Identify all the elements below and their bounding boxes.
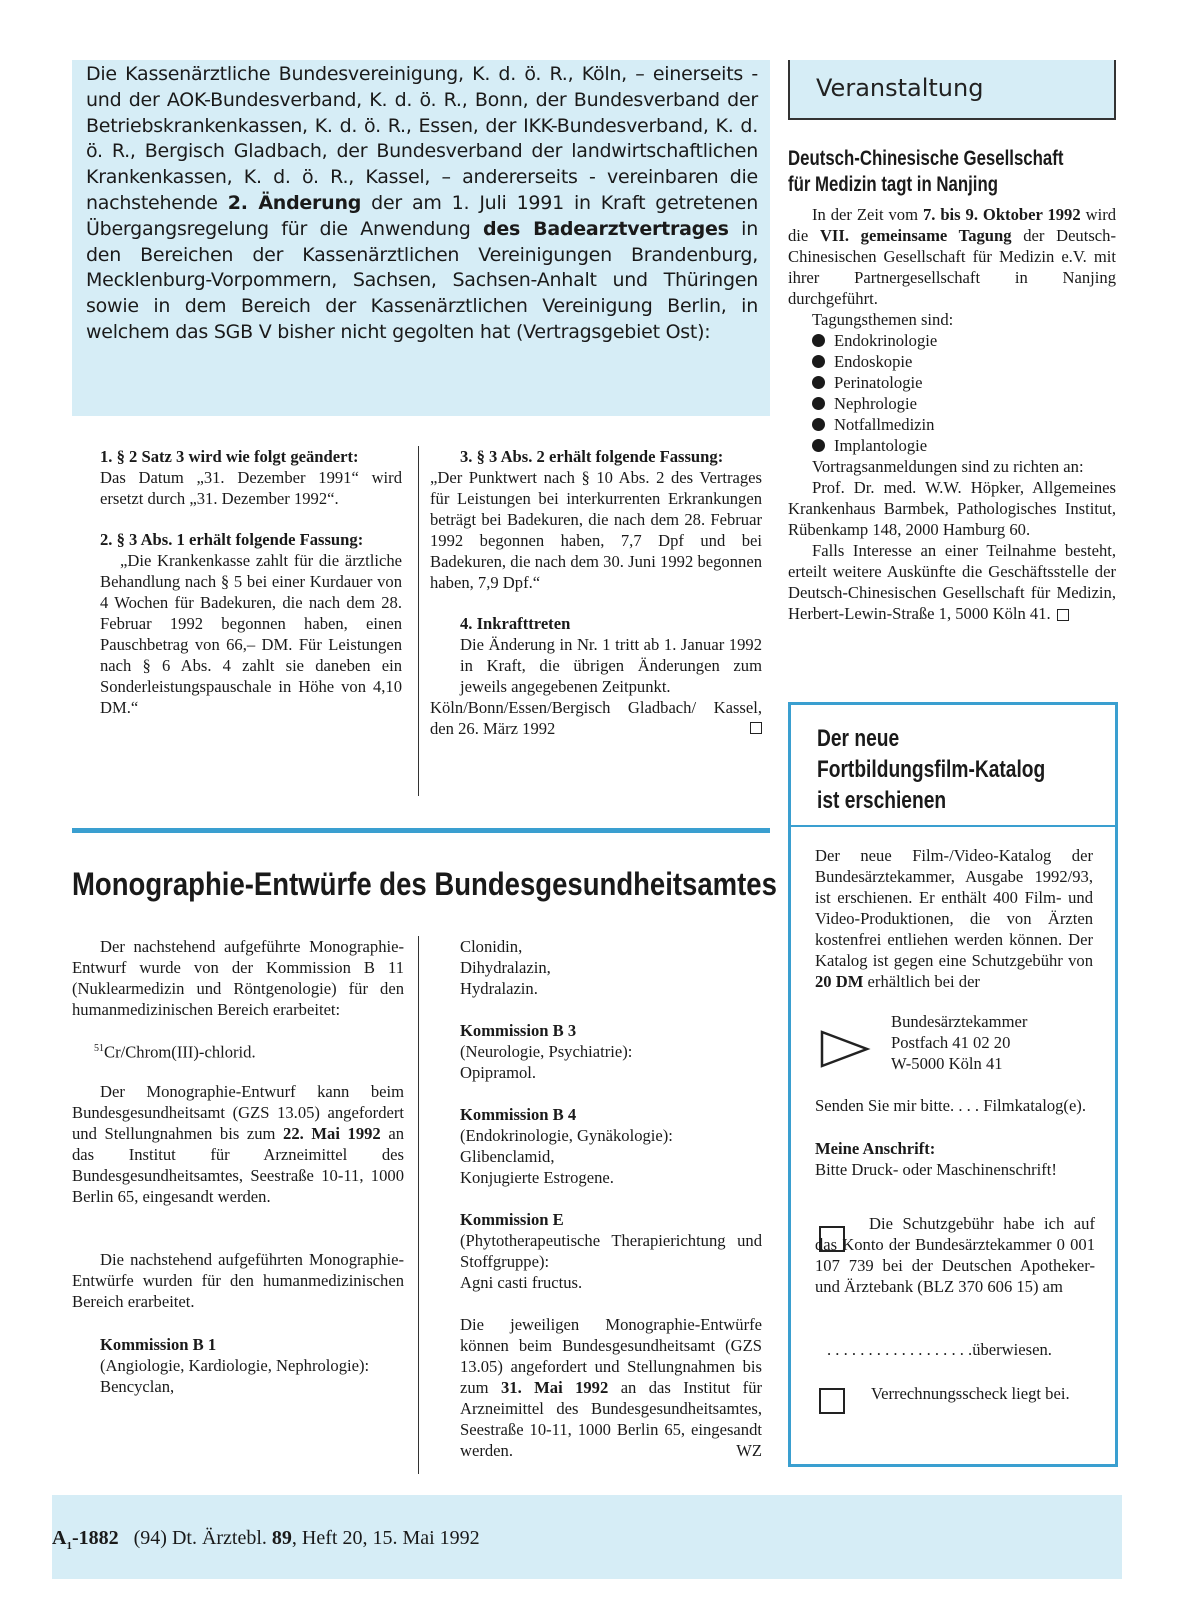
intro-text: Die Kassenärztliche Bundesvereinigung, K. d. ö. R., Köln, – einerseits - und der AOK-Bundesverband, K. d. ö. R., Bonn, der Bundesverband der Betriebskrankenkassen, K. d. ö. R., Essen, der IKK-Bundesverband, K. d. ö. R., Bergisch Gladbach, der Bundesverband der landwirtschaftlichen Krankenkassen, K. d. ö. R., Kassel, – andererseits - vereinbaren die nachstehende 2. Änderung der am 1. Juli 1991 in Kraft getretenen Übergangsregelung für die Anwendung des Badearztvertrages in den Bereichen der Kassenärztlichen Vereinigungen Brandenburg, Mecklenburg-Vorpommern, Sachsen, Sachsen-Anhalt und Thüringen sowie in dem Bereich der Kassenärztlichen Vereinigung Berlin, in welchem das SGB V bisher nicht gegolten hat (Vertragsgebiet Ost): — [86, 63, 759, 343]
mono-chrom: $^{51}$Cr/Chrom(III)-chlorid. — [94, 1042, 256, 1062]
veranstaltung-body — [788, 204, 1116, 624]
topic-item: Endoskopie — [788, 351, 1116, 372]
topics-label: Tagungsthemen sind: — [812, 310, 954, 329]
section-2-heading: 2. § 3 Abs. 1 erhält folgende Fassung: — [100, 530, 364, 549]
kommission-b3-item: Opipramol. — [460, 1063, 537, 1082]
amendments-col-left — [72, 446, 402, 718]
cheque-checkbox[interactable] — [819, 1388, 845, 1414]
mono-col-left — [72, 936, 404, 1397]
intro-box — [72, 60, 770, 416]
section-4-body: Die Änderung in Nr. 1 tritt ab 1. Januar 1992 in Kraft, die übrigen Änderungen zum jeweils angegebenen Zeitpunkt. — [460, 635, 762, 696]
column-divider — [418, 446, 419, 796]
signature-line: Köln/Bonn/Essen/Bergisch Gladbach/ Kassel, den 26. März 1992 — [430, 698, 762, 738]
kommission-b1-item: Hydralazin. — [460, 979, 538, 998]
end-mark-icon — [750, 722, 762, 734]
section-separator — [72, 828, 770, 833]
kommission-b1-item: Bencyclan, — [100, 1376, 175, 1396]
mono-p3: Die nachstehend aufgeführten Monographie-Entwürfe wurden für den humanmedizinischen Bereich erarbeitet. — [72, 1249, 404, 1311]
kommission-e-heading: Kommission E — [460, 1210, 564, 1229]
kommission-b1-sub: (Angiologie, Kardiologie, Nephrologie): — [100, 1355, 370, 1375]
order-text — [815, 1095, 1095, 1180]
mono-p4: Die jeweiligen Monographie-Entwürfe können beim Bundesgesundheitsamt (GZS 13.05) angefordert und Stellungnahmen bis zum 31. Mai 1992 an das Institut für Arzneimittel des Bundesgesundheitsamtes, Seestraße 10-11, 1000 Berlin 65, eingesandt werden. — [460, 1315, 763, 1460]
veranstaltung-p3: Prof. Dr. med. W.W. Höpker, Allgemeines Krankenhaus Barmbek, Pathologisches Institut, Rübenkamp 148, 2000 Hamburg 60. — [788, 478, 1116, 539]
bank-transfer-text: Die Schutzgebühr habe ich auf das Konto der Bundesärztekammer 0 001 107 739 bei der Deutschen Apotheker- und Ärztebank (BLZ 370 606 15) am — [815, 1214, 1095, 1296]
kommission-e-sub: (Phytotherapeutische Therapierichtung und Stoffgruppe): — [460, 1231, 762, 1271]
arrow-right-icon — [819, 1029, 871, 1069]
veranstaltung-p2: Vortragsanmeldungen sind zu richten an: — [812, 457, 1084, 476]
author-initials: WZ — [736, 1441, 762, 1460]
veranstaltung-article — [788, 146, 1116, 624]
veranstaltung-title: Deutsch-Chinesische Gesellschaft für Medizin tagt in Nanjing — [788, 147, 1064, 196]
column-divider-2 — [418, 936, 419, 1474]
kommission-b4-sub: (Endokrinologie, Gynäkologie): — [460, 1126, 673, 1145]
kommission-b3-heading: Kommission B 3 — [460, 1021, 577, 1040]
topics-list — [788, 330, 1116, 456]
kommission-b3-sub: (Neurologie, Psychiatrie): — [460, 1042, 633, 1061]
katalog-divider — [791, 825, 1115, 827]
kommission-b1-item: Clonidin, — [460, 937, 523, 956]
section-3-heading: 3. § 3 Abs. 2 erhält folgende Fassung: — [460, 447, 724, 466]
kommission-b4-heading: Kommission B 4 — [460, 1105, 577, 1124]
veranstaltung-header: Veranstaltung — [788, 60, 1116, 120]
kommission-e-item: Agni casti fructus. — [460, 1273, 583, 1292]
topic-item: Nephrologie — [788, 393, 1116, 414]
section-3-body: „Der Punktwert nach § 10 Abs. 2 des Vertrages für Leistungen bei interkurrenten Erkrankungen beträgt bei Badekuren, die nach dem 28. Februar 1992 begonnen haben, 7,7 Dpf und bei Badekuren, die nach dem 30. Juni 1992 begonnen haben, 7,9 Dpf.“ — [430, 468, 762, 592]
katalog-title: Der neue Fortbildungsfilm-Katalog ist erschienen — [817, 725, 1046, 814]
topic-item: Endokrinologie — [788, 330, 1116, 351]
footer-text: $A_1-1882$ (94) Dt. Ärztebl. 89, Heft 20, 15. Mai 1992 — [52, 1527, 480, 1552]
address-heading: Meine Anschrift: — [815, 1139, 936, 1158]
kommission-b1-heading: Kommission B 1 — [100, 1334, 217, 1354]
end-mark-icon — [1057, 609, 1069, 621]
mono-p1: Der nachstehend aufgeführte Monographie-Entwurf wurde von der Kommission B 11 (Nuklearmedizin und Röntgenologie) für den humanmedizinischen Bereich erarbeitet: — [72, 937, 404, 1019]
kommission-b4-item: Konjugierte Estrogene. — [460, 1168, 614, 1187]
topic-item: Implantologie — [788, 435, 1116, 456]
address-instruction: Bitte Druck- oder Maschinenschrift! — [815, 1160, 1057, 1179]
bullet-icon — [812, 418, 825, 431]
kommission-b4-item: Glibenclamid, — [460, 1147, 555, 1166]
section-1-body: Das Datum „31. Dezember 1991“ wird ersetzt durch „31. Dezember 1992“. — [100, 468, 402, 508]
veranstaltung-p1: In der Zeit vom 7. bis 9. Oktober 1992 wird die VII. gemeinsame Tagung der Deutsch-Chinesischen Gesellschaft für Medizin e.V. mit ihrer Partnergesellschaft in Nanjing durchgeführt. — [788, 205, 1117, 308]
address-line: Postfach 41 02 20 — [891, 1033, 1011, 1052]
page-footer — [52, 1495, 1122, 1579]
katalog-box — [788, 702, 1118, 1467]
transfer-date-line[interactable]: . . . . . . . . . . . . . . . . . .überwiesen. — [827, 1340, 1052, 1359]
katalog-address — [891, 1011, 1111, 1074]
order-quantity-line[interactable]: Senden Sie mir bitte. . . . Filmkatalog(e). — [815, 1096, 1086, 1115]
topic-item: Notfallmedizin — [788, 414, 1116, 435]
veranstaltung-p4: Falls Interesse an einer Teilnahme besteht, erteilt weitere Auskünfte die Geschäftsstelle der Deutsch-Chinesischen Gesellschaft für Medizin, Herbert-Lewin-Straße 1, 5000 Köln 41. — [788, 541, 1116, 623]
bullet-icon — [812, 334, 825, 347]
section-2-body: „Die Krankenkasse zahlt für die ärztliche Behandlung nach § 5 bei einer Kurdauer von 4 Wochen für Badekuren, die nach dem 28. Februar 1992 begonnen haben, einen Pauschbetrag von 66,– DM. Für Leistungen nach § 6 Abs. 4 zahlt sie daneben ein Sonderleistungspauschale in Höhe von 4,10 DM.“ — [100, 551, 402, 717]
section-1-heading: 1. § 2 Satz 3 wird wie folgt geändert: — [100, 447, 359, 466]
bullet-icon — [812, 439, 825, 452]
katalog-p1: Der neue Film-/Video-Katalog der Bundesärztekammer, Ausgabe 1992/93, ist erschienen. Er enthält 400 Film- und Video-Produktionen, die von Ärzten kostenfrei entliehen werden können. Der Katalog ist gegen eine Schutzgebühr von 20 DM erhältlich bei der — [815, 846, 1093, 991]
mono-col-right — [430, 936, 762, 1461]
address-line: Bundesärztekammer — [891, 1012, 1028, 1031]
katalog-body — [815, 845, 1093, 992]
section-4-heading: 4. Inkrafttreten — [460, 614, 571, 633]
mono-p2: Der Monographie-Entwurf kann beim Bundesgesundheitsamt (GZS 13.05) angefordert und Stellungnahmen bis zum 22. Mai 1992 an das Institut für Arzneimittel des Bundesgesundheitsamtes, Seestraße 10-11, 1000 Berlin 65, eingesandt werden. — [72, 1081, 404, 1206]
amendments-col-right — [430, 446, 762, 739]
cheque-text: Verrechnungsscheck liegt bei. — [871, 1384, 1070, 1403]
kommission-b1-item: Dihydralazin, — [460, 958, 551, 977]
address-line: W-5000 Köln 41 — [891, 1054, 1003, 1073]
bullet-icon — [812, 376, 825, 389]
bullet-icon — [812, 397, 825, 410]
topic-item: Perinatologie — [788, 372, 1116, 393]
bullet-icon — [812, 355, 825, 368]
mono-title: Monographie-Entwürfe des Bundesgesundheitsamtes — [72, 866, 777, 902]
